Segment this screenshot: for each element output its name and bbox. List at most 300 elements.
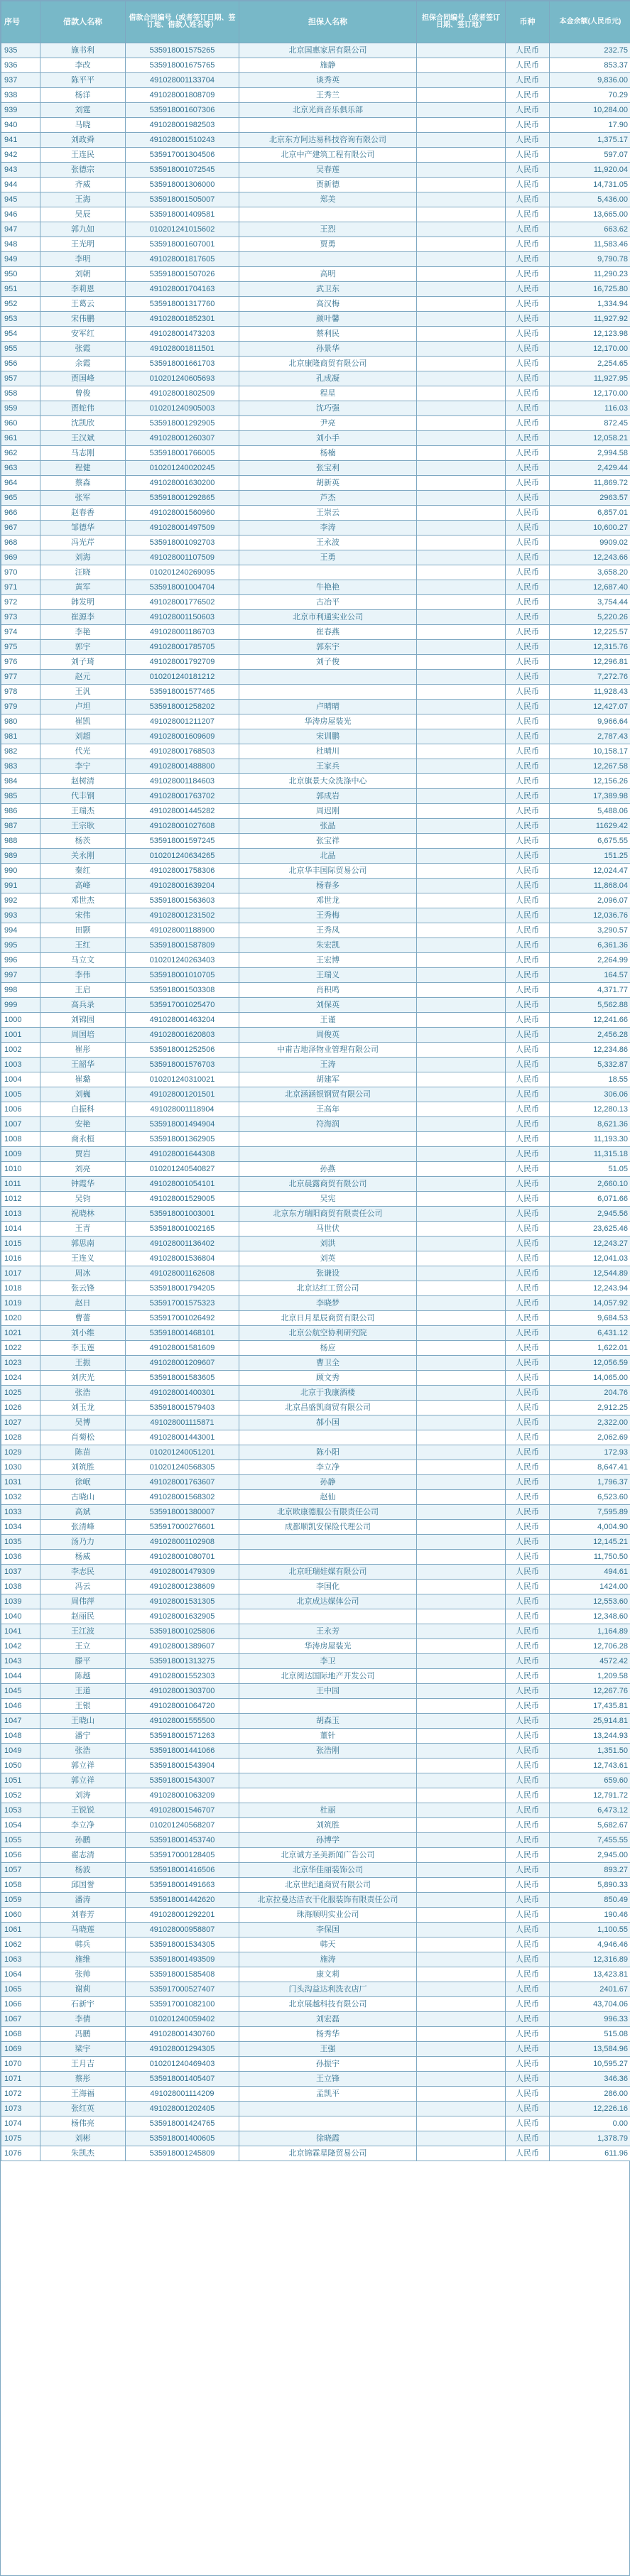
cell-currency: 人民币 [506, 744, 550, 759]
cell-currency: 人民币 [506, 1714, 550, 1729]
cell-loan-contract: 010201240905003 [126, 401, 239, 416]
cell-principal: 2,062.69 [550, 1430, 630, 1445]
cell-loan-contract: 491028001202405 [126, 2102, 239, 2116]
cell-borrower: 翟志清 [40, 1848, 126, 1863]
cell-seq: 968 [1, 536, 40, 550]
cell-borrower: 田颢 [40, 923, 126, 938]
cell-seq: 1020 [1, 1311, 40, 1326]
cell-currency: 人民币 [506, 267, 550, 282]
cell-principal: 1,351.50 [550, 1744, 630, 1759]
cell-loan-contract: 491028001552303 [126, 1669, 239, 1684]
cell-currency: 人民币 [506, 610, 550, 625]
table-row [1, 2146, 630, 2161]
cell-principal: 12,241.66 [550, 1013, 630, 1028]
cell-seq: 981 [1, 729, 40, 744]
cell-seq: 1013 [1, 1207, 40, 1222]
cell-guarantee-contract [417, 461, 506, 476]
cell-principal: 11,928.43 [550, 685, 630, 700]
cell-loan-contract: 535918001607001 [126, 237, 239, 252]
cell-currency: 人民币 [506, 1878, 550, 1893]
cell-guarantor: 周迟刚 [239, 804, 417, 819]
cell-guarantor: 刘子俊 [239, 655, 417, 670]
cell-loan-contract: 491028000958807 [126, 1923, 239, 1938]
cell-principal: 51.05 [550, 1162, 630, 1177]
cell-borrower: 崔凯 [40, 714, 126, 729]
cell-guarantee-contract [417, 148, 506, 163]
cell-principal: 1424.00 [550, 1580, 630, 1594]
cell-principal: 6,473.12 [550, 1803, 630, 1818]
cell-guarantee-contract [417, 1952, 506, 1967]
cell-currency: 人民币 [506, 1177, 550, 1192]
cell-seq: 1028 [1, 1430, 40, 1445]
cell-principal: 12,243.66 [550, 550, 630, 565]
cell-seq: 1037 [1, 1565, 40, 1580]
header-guarantee-contract: 担保合同编号（或者签订日期、签订地） [417, 1, 506, 43]
cell-guarantor: 张晶 [239, 819, 417, 834]
table-row [1, 1460, 630, 1475]
cell-guarantee-contract [417, 1938, 506, 1952]
cell-guarantor: 张宝祥 [239, 834, 417, 849]
cell-borrower: 王江波 [40, 1624, 126, 1639]
cell-currency: 人民币 [506, 968, 550, 983]
cell-loan-contract: 491028001488800 [126, 759, 239, 774]
cell-borrower: 吴辰 [40, 207, 126, 222]
cell-principal: 7,455.55 [550, 1833, 630, 1848]
cell-seq: 1047 [1, 1714, 40, 1729]
cell-principal: 172.93 [550, 1445, 630, 1460]
cell-principal: 1,164.89 [550, 1624, 630, 1639]
cell-currency: 人民币 [506, 804, 550, 819]
cell-principal: 17,389.98 [550, 789, 630, 804]
cell-loan-contract: 535918001491663 [126, 1878, 239, 1893]
cell-loan-contract: 491028001639204 [126, 879, 239, 893]
table-row [1, 2012, 630, 2027]
cell-borrower: 白振科 [40, 1102, 126, 1117]
cell-borrower: 王青 [40, 1222, 126, 1237]
header-loan-contract: 借款合同编号（或者签订日期、签订地、借款人姓名等） [126, 1, 239, 43]
table-row [1, 1594, 630, 1609]
cell-guarantor: 北京达红工贸公司 [239, 1281, 417, 1296]
cell-loan-contract: 491028001808709 [126, 88, 239, 103]
cell-loan-contract: 491028001776502 [126, 595, 239, 610]
cell-loan-contract: 535918001441066 [126, 1744, 239, 1759]
cell-borrower: 高兵录 [40, 998, 126, 1013]
cell-seq: 1026 [1, 1401, 40, 1415]
cell-currency: 人民币 [506, 237, 550, 252]
cell-principal: 11,868.04 [550, 879, 630, 893]
cell-guarantee-contract [417, 1669, 506, 1684]
cell-principal: 2,945.00 [550, 1848, 630, 1863]
cell-loan-contract: 491028001555500 [126, 1714, 239, 1729]
cell-borrower: 王海福 [40, 2087, 126, 2102]
cell-currency: 人民币 [506, 1460, 550, 1475]
cell-seq: 936 [1, 58, 40, 73]
table-row [1, 759, 630, 774]
table-row [1, 1550, 630, 1565]
table-row [1, 774, 630, 789]
cell-borrower: 马立文 [40, 953, 126, 968]
cell-guarantor: 蔡利民 [239, 327, 417, 342]
cell-principal: 1,209.58 [550, 1669, 630, 1684]
cell-loan-contract: 535918001661703 [126, 357, 239, 371]
cell-principal: 2,322.00 [550, 1415, 630, 1430]
cell-loan-contract: 010201240263403 [126, 953, 239, 968]
cell-borrower: 马晓莲 [40, 1923, 126, 1938]
cell-currency: 人民币 [506, 386, 550, 401]
cell-loan-contract: 535918001424765 [126, 2116, 239, 2131]
cell-guarantor: 北京日月星辰商贸有限公司 [239, 1311, 417, 1326]
cell-borrower: 郭九如 [40, 222, 126, 237]
cell-principal: 12,058.21 [550, 431, 630, 446]
cell-principal: 10,600.27 [550, 521, 630, 536]
table-row [1, 953, 630, 968]
cell-loan-contract: 491028001568302 [126, 1490, 239, 1505]
cell-seq: 1069 [1, 2042, 40, 2057]
cell-seq: 978 [1, 685, 40, 700]
cell-borrower: 赵元 [40, 670, 126, 685]
cell-seq: 938 [1, 88, 40, 103]
cell-guarantee-contract [417, 1729, 506, 1744]
cell-borrower: 王汉斌 [40, 431, 126, 446]
cell-loan-contract: 491028001763702 [126, 789, 239, 804]
cell-principal: 515.08 [550, 2027, 630, 2042]
cell-currency: 人民币 [506, 416, 550, 431]
table-row [1, 178, 630, 192]
cell-guarantee-contract [417, 670, 506, 685]
cell-guarantor: 沈巧强 [239, 401, 417, 416]
table-row [1, 536, 630, 550]
table-row [1, 476, 630, 491]
cell-principal: 12,243.27 [550, 1237, 630, 1251]
cell-loan-contract: 535918001493509 [126, 1952, 239, 1967]
cell-guarantee-contract [417, 714, 506, 729]
cell-guarantor: 北京涵涵银钢贸有限公司 [239, 1087, 417, 1102]
cell-seq: 1031 [1, 1475, 40, 1490]
cell-guarantee-contract [417, 565, 506, 580]
cell-borrower: 王晓山 [40, 1714, 126, 1729]
cell-guarantor: 李晓梦 [239, 1296, 417, 1311]
cell-loan-contract: 491028001136402 [126, 1237, 239, 1251]
cell-guarantee-contract [417, 1237, 506, 1251]
cell-guarantee-contract [417, 893, 506, 908]
cell-principal: 12,056.59 [550, 1356, 630, 1371]
cell-principal: 12,226.16 [550, 2102, 630, 2116]
cell-principal: 12,296.81 [550, 655, 630, 670]
table-row [1, 1415, 630, 1430]
cell-seq: 961 [1, 431, 40, 446]
cell-guarantor: 韩天 [239, 1938, 417, 1952]
cell-borrower: 王立 [40, 1639, 126, 1654]
cell-loan-contract: 491028001186703 [126, 625, 239, 640]
cell-guarantee-contract [417, 1684, 506, 1699]
table-row [1, 1251, 630, 1266]
cell-currency: 人民币 [506, 327, 550, 342]
cell-seq: 1025 [1, 1386, 40, 1401]
cell-guarantor: 北京诚方圣美新闻广告公司 [239, 1848, 417, 1863]
cell-guarantee-contract [417, 252, 506, 267]
cell-guarantor: 王强 [239, 2042, 417, 2057]
cell-currency: 人民币 [506, 1535, 550, 1550]
cell-seq: 943 [1, 163, 40, 178]
table-row [1, 1639, 630, 1654]
cell-guarantee-contract [417, 2012, 506, 2027]
cell-borrower: 王连民 [40, 148, 126, 163]
cell-seq: 984 [1, 774, 40, 789]
cell-principal: 11,315.18 [550, 1147, 630, 1162]
cell-guarantor: 崔春燕 [239, 625, 417, 640]
cell-loan-contract: 010201240020245 [126, 461, 239, 476]
cell-currency: 人民币 [506, 1013, 550, 1028]
cell-borrower: 刘巍 [40, 1087, 126, 1102]
cell-borrower: 刘春芳 [40, 1908, 126, 1923]
cell-guarantee-contract [417, 1833, 506, 1848]
cell-principal: 0.00 [550, 2116, 630, 2131]
table-row [1, 1729, 630, 1744]
cell-seq: 954 [1, 327, 40, 342]
cell-principal: 5,682.67 [550, 1818, 630, 1833]
cell-currency: 人民币 [506, 536, 550, 550]
table-row [1, 163, 630, 178]
cell-currency: 人民币 [506, 640, 550, 655]
table-row [1, 1326, 630, 1341]
cell-seq: 983 [1, 759, 40, 774]
cell-principal: 9909.02 [550, 536, 630, 550]
cell-borrower: 王瑞杰 [40, 804, 126, 819]
cell-seq: 1043 [1, 1654, 40, 1669]
cell-guarantor: 北京华佳丽装饰公司 [239, 1863, 417, 1878]
cell-guarantor: 施静 [239, 58, 417, 73]
table-row [1, 401, 630, 416]
cell-currency: 人民币 [506, 998, 550, 1013]
cell-currency: 人民币 [506, 1132, 550, 1147]
cell-borrower: 潘宁 [40, 1729, 126, 1744]
cell-currency: 人民币 [506, 118, 550, 133]
cell-guarantor: 卢晴晴 [239, 700, 417, 714]
table-row [1, 1982, 630, 1997]
cell-principal: 2,945.56 [550, 1207, 630, 1222]
cell-currency: 人民币 [506, 1386, 550, 1401]
cell-guarantor: 刘英 [239, 1251, 417, 1266]
cell-currency: 人民币 [506, 312, 550, 327]
table-row [1, 73, 630, 88]
cell-loan-contract: 491028001560960 [126, 506, 239, 521]
table-row [1, 2057, 630, 2072]
table-row [1, 506, 630, 521]
cell-currency: 人民币 [506, 2027, 550, 2042]
cell-principal: 2,264.99 [550, 953, 630, 968]
cell-currency: 人民币 [506, 1729, 550, 1744]
cell-guarantee-contract [417, 416, 506, 431]
table-row [1, 1535, 630, 1550]
cell-borrower: 汪晓 [40, 565, 126, 580]
cell-principal: 12,225.57 [550, 625, 630, 640]
cell-loan-contract: 491028001792709 [126, 655, 239, 670]
cell-currency: 人民币 [506, 938, 550, 953]
cell-guarantor: 邓世龙 [239, 893, 417, 908]
cell-loan-contract: 491028001768503 [126, 744, 239, 759]
cell-borrower: 贾国峰 [40, 371, 126, 386]
cell-principal: 12,267.76 [550, 1684, 630, 1699]
cell-borrower: 赵春香 [40, 506, 126, 521]
cell-currency: 人民币 [506, 1580, 550, 1594]
cell-guarantee-contract [417, 729, 506, 744]
cell-borrower: 郭立祥 [40, 1759, 126, 1773]
cell-seq: 1059 [1, 1893, 40, 1908]
cell-guarantee-contract [417, 580, 506, 595]
cell-guarantor: 刘筑胜 [239, 1818, 417, 1833]
cell-guarantee-contract [417, 1982, 506, 1997]
cell-guarantor: 杜晴川 [239, 744, 417, 759]
cell-seq: 1014 [1, 1222, 40, 1237]
cell-guarantee-contract [417, 1043, 506, 1058]
cell-loan-contract: 535918001607306 [126, 103, 239, 118]
cell-guarantor [239, 1788, 417, 1803]
cell-guarantee-contract [417, 1744, 506, 1759]
cell-guarantee-contract [417, 1699, 506, 1714]
cell-borrower: 高峰 [40, 879, 126, 893]
table-row [1, 565, 630, 580]
cell-seq: 967 [1, 521, 40, 536]
cell-principal: 12,553.60 [550, 1594, 630, 1609]
cell-borrower: 滕平 [40, 1654, 126, 1669]
cell-currency: 人民币 [506, 1744, 550, 1759]
cell-loan-contract: 535918001543904 [126, 1759, 239, 1773]
cell-seq: 972 [1, 595, 40, 610]
cell-currency: 人民币 [506, 983, 550, 998]
cell-currency: 人民币 [506, 58, 550, 73]
table-row [1, 998, 630, 1013]
cell-guarantee-contract [417, 774, 506, 789]
cell-borrower: 刘筑胜 [40, 1460, 126, 1475]
table-row [1, 1147, 630, 1162]
cell-guarantee-contract [417, 2102, 506, 2116]
table-row [1, 1043, 630, 1058]
cell-currency: 人民币 [506, 1192, 550, 1207]
cell-loan-contract: 535918001002165 [126, 1222, 239, 1237]
cell-principal: 2,787.43 [550, 729, 630, 744]
cell-borrower: 余霞 [40, 357, 126, 371]
cell-seq: 1048 [1, 1729, 40, 1744]
cell-principal: 14,065.00 [550, 1371, 630, 1386]
cell-principal: 11,290.23 [550, 267, 630, 282]
table-row [1, 1997, 630, 2012]
cell-guarantor [239, 565, 417, 580]
cell-guarantee-contract [417, 2027, 506, 2042]
table-row [1, 640, 630, 655]
cell-guarantee-contract [417, 1714, 506, 1729]
cell-guarantee-contract [417, 73, 506, 88]
cell-currency: 人民币 [506, 759, 550, 774]
cell-guarantee-contract [417, 1848, 506, 1863]
cell-guarantor: 门头沟益达利洗衣店厂 [239, 1982, 417, 1997]
cell-loan-contract: 010201240540827 [126, 1162, 239, 1177]
cell-seq: 1030 [1, 1460, 40, 1475]
cell-seq: 974 [1, 625, 40, 640]
cell-loan-contract: 491028001852301 [126, 312, 239, 327]
cell-currency: 人民币 [506, 1624, 550, 1639]
table-row [1, 834, 630, 849]
cell-currency: 人民币 [506, 1520, 550, 1535]
cell-loan-contract: 535917000128405 [126, 1848, 239, 1863]
cell-seq: 1044 [1, 1669, 40, 1684]
cell-seq: 1011 [1, 1177, 40, 1192]
cell-seq: 1065 [1, 1982, 40, 1997]
cell-guarantee-contract [417, 1609, 506, 1624]
table-row [1, 1058, 630, 1072]
cell-borrower: 程健 [40, 461, 126, 476]
cell-principal: 2,429.44 [550, 461, 630, 476]
cell-seq: 1055 [1, 1833, 40, 1848]
cell-guarantee-contract [417, 431, 506, 446]
cell-guarantor: 杨楠 [239, 446, 417, 461]
cell-guarantor: 杨秀华 [239, 2027, 417, 2042]
cell-principal: 4,371.77 [550, 983, 630, 998]
cell-currency: 人民币 [506, 849, 550, 864]
cell-loan-contract: 491028001546707 [126, 1803, 239, 1818]
cell-seq: 962 [1, 446, 40, 461]
cell-guarantee-contract [417, 1550, 506, 1565]
cell-currency: 人民币 [506, 357, 550, 371]
cell-currency: 人民币 [506, 2131, 550, 2146]
table-row [1, 1923, 630, 1938]
cell-guarantee-contract [417, 1788, 506, 1803]
cell-principal: 5,220.26 [550, 610, 630, 625]
cell-seq: 955 [1, 342, 40, 357]
cell-guarantor: 孔成凝 [239, 371, 417, 386]
cell-loan-contract: 491028001531305 [126, 1594, 239, 1609]
cell-guarantor: 王中园 [239, 1684, 417, 1699]
cell-guarantor: 北京于我康酒楼 [239, 1386, 417, 1401]
cell-currency: 人民币 [506, 1997, 550, 2012]
cell-guarantee-contract [417, 1923, 506, 1938]
cell-principal: 12,243.94 [550, 1281, 630, 1296]
cell-guarantee-contract [417, 1565, 506, 1580]
cell-guarantor: 北京旺瑞娃媒有限公司 [239, 1565, 417, 1580]
cell-guarantee-contract [417, 1117, 506, 1132]
cell-currency: 人民币 [506, 834, 550, 849]
cell-guarantee-contract [417, 1445, 506, 1460]
cell-guarantor [239, 1147, 417, 1162]
cell-seq: 1016 [1, 1251, 40, 1266]
cell-principal: 3,658.20 [550, 565, 630, 580]
cell-loan-contract: 010201240051201 [126, 1445, 239, 1460]
cell-borrower: 祝晓林 [40, 1207, 126, 1222]
cell-principal: 11,927.95 [550, 371, 630, 386]
cell-guarantee-contract [417, 640, 506, 655]
cell-loan-contract: 491028001644308 [126, 1147, 239, 1162]
table-row [1, 1356, 630, 1371]
cell-principal: 8,621.36 [550, 1117, 630, 1132]
table-row [1, 1162, 630, 1177]
table-row [1, 252, 630, 267]
cell-loan-contract: 535918001507026 [126, 267, 239, 282]
table-row [1, 1132, 630, 1147]
cell-principal: 11,869.72 [550, 476, 630, 491]
cell-loan-contract: 491028001027608 [126, 819, 239, 834]
cell-seq: 966 [1, 506, 40, 521]
cell-seq: 951 [1, 282, 40, 297]
cell-currency: 人民币 [506, 879, 550, 893]
table-row [1, 1117, 630, 1132]
cell-loan-contract: 491028001115871 [126, 1415, 239, 1430]
table-row [1, 849, 630, 864]
cell-currency: 人民币 [506, 819, 550, 834]
cell-guarantor [239, 1773, 417, 1788]
table-row [1, 521, 630, 536]
cell-borrower: 郭立祥 [40, 1773, 126, 1788]
cell-principal: 6,431.12 [550, 1326, 630, 1341]
cell-guarantee-contract [417, 282, 506, 297]
